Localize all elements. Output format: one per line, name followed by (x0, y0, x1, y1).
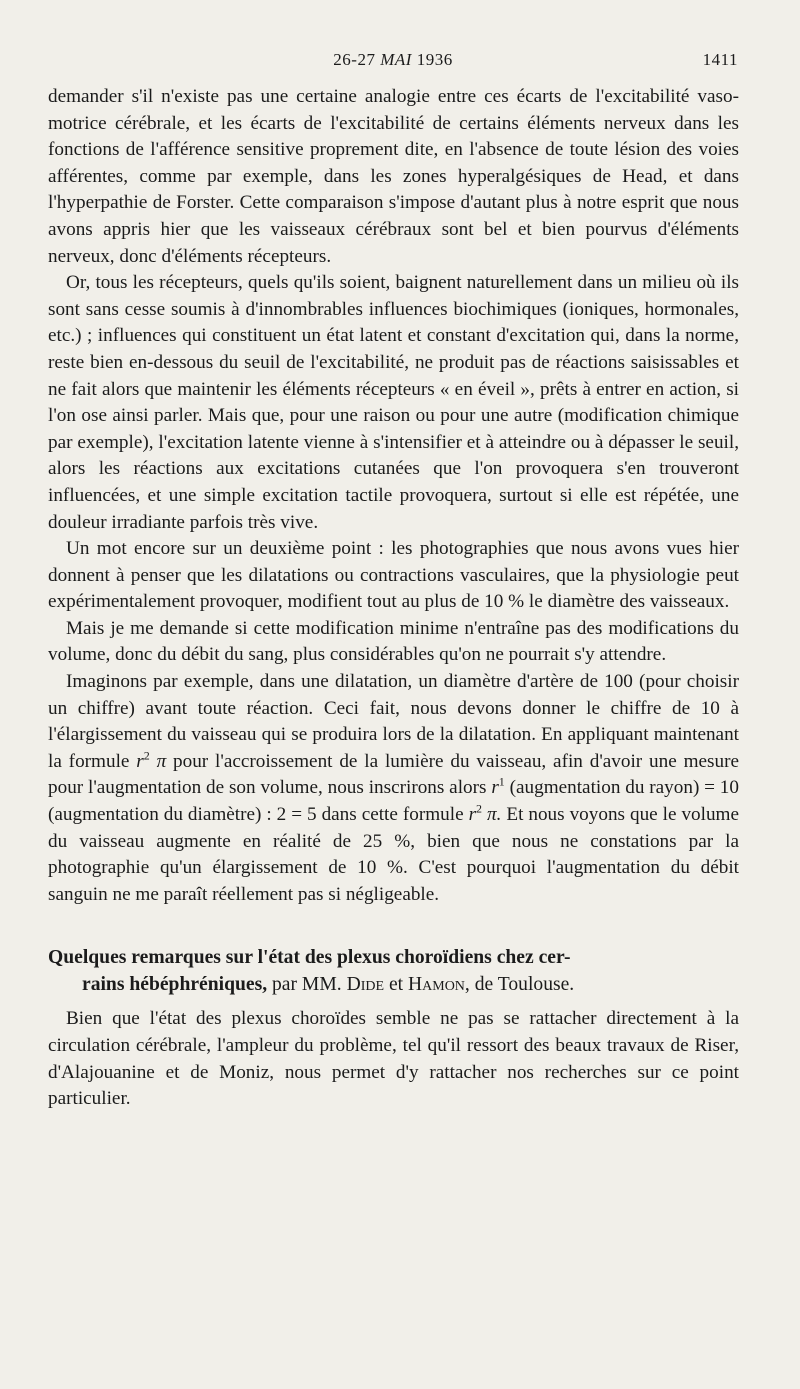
date-month: MAI (380, 50, 412, 69)
author-hamon: Hamon (407, 974, 465, 996)
date-year: 1936 (416, 50, 453, 69)
paragraph-1: demander s'il n'existe pas une certaine analogie entre ces écarts de l'excitabilité vaso-motrice cérébrale, et les écarts de l'excitabilité de certains éléments nerveux dans les fonctions de l'afférence sensitive proprement dite, en l'absence de toute lésion des voies afférentes, comme par exemple, dans les zones hyperalgésiques de Head, et dans l'hyperpathie de Forster. Cette comparaison s'impose d'autant plus à notre esprit que nous avons appris hier que les vaisseaux cérébraux sont bel et bien pourvus d'éléments nerveux, donc d'éléments récepteurs. (48, 86, 739, 267)
heading-bold-end: rains hébéphréniques, (82, 974, 268, 996)
heading-line-2 (48, 971, 739, 998)
paragraph-2: Or, tous les récepteurs, quels qu'ils soient, baignent naturellement dans un milieu où ils sont sans cesse soumis à d'innombrables influences biochimiques (ioniques, hormonales, etc.) ; influences qui constituent un état latent et constant d'excitation qui, dans la norme, reste bien en-dessous du seuil de l'excitabilité, ne produit pas de réactions saisissables et ne fait alors que maintenir les éléments récepteurs « en éveil », prêts à entrer en action, si l'on ose ainsi parler. Mais que, pour une raison ou pour une autre (modification chimique par exemple), l'excitation latente vienne à s'intensifier et à atteindre ou à dépasser le seuil, alors les réactions aux excitations cutanées que l'on provoquera s'en trouveront influencées, et une simple excitation tactile provoquera, surtout si elle est répétée, une douleur irradiante parfois très vive. (48, 272, 739, 533)
section-heading (48, 944, 739, 998)
formula-exp-3: 2 (476, 801, 483, 816)
date-days: 26-27 (333, 50, 376, 69)
heading-place: , de Toulouse. (464, 974, 575, 996)
page-number: 1411 (702, 50, 738, 69)
paragraph-6: Bien que l'état des plexus choroïdes semble ne pas se rattacher directement à la circulation cérébrale, l'ampleur du problème, tel qu'il ressort des beaux travaux de Riser, d'Alajouanine et de Moniz, nous permet d'y rattacher nos recherches sur ce point particulier. (48, 1008, 739, 1110)
p5-text-d: Et nous voyons que le volume du vaisseau augmente en réalité de 25 %, bien que nous ne constations par la photographie qu'un élargissement de 10 %. C'est pourquoi l'augmentation du débit sanguin ne me paraît réellement pas si négligeable. (48, 804, 739, 905)
p5-text-c: (augmentation du rayon) = 10 (augmentation du diamètre) : 2 = 5 dans cette formule (48, 777, 739, 826)
paragraph-4: Mais je me demande si cette modification minime n'entraîne pas des modifications du volume, donc du débit du sang, plus considérables qu'on ne pourrait s'y attendre. (48, 617, 739, 666)
paragraph-3: Un mot encore sur un deuxième point : les photographies que nous avons vues hier donnent à penser que les dilatations ou contractions vasculaires, que la physiologie peut expérimentalement provoquer, modifient tout au plus de 10 % le diamètre des vaisseaux. (48, 538, 739, 613)
author-dide: Dide (346, 974, 385, 996)
formula-exp-2: 1 (498, 775, 505, 790)
heading-and: et (384, 974, 408, 996)
p5-text-b: pour l'accroissement de la lumière du vaisseau, afin d'avoir une mesure pour l'augmentation de son volume, nous inscrirons alors (48, 750, 739, 799)
formula-pi-3: π. (482, 804, 502, 826)
article-body (48, 84, 739, 1113)
p5-text-a: Imaginons par exemple, dans une dilatation, un diamètre d'artère de 100 (pour choisir un chiffre) avant toute réaction. Ceci fait, nous devons donner le chiffre de 10 à l'élargissement du vaisseau qui se produira lors de la dilatation. En appliquant maintenant la formule (48, 671, 739, 772)
formula-exp-1: 2 (143, 748, 150, 763)
heading-by: par MM. (267, 974, 347, 996)
paragraph-5 (48, 669, 739, 908)
formula-r-3: r (468, 804, 477, 826)
formula-r-1: r (136, 750, 144, 772)
running-header (48, 50, 738, 78)
heading-line-1: Quelques remarques sur l'état des plexus choroïdiens chez cer- (48, 947, 571, 969)
issue-date (48, 50, 738, 70)
formula-r-2: r (491, 777, 499, 799)
formula-pi-1: π (149, 750, 167, 772)
